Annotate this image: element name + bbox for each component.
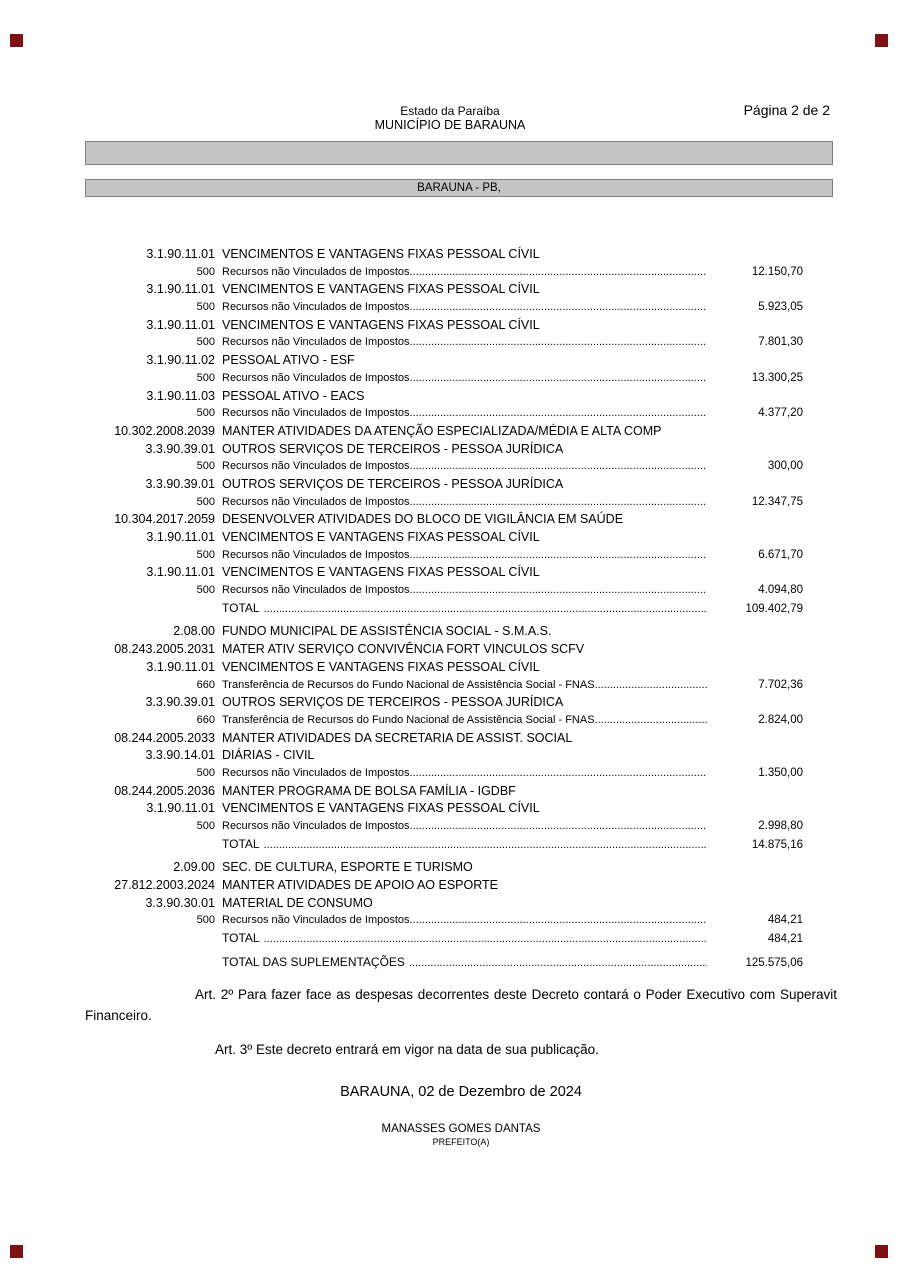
account-code: 3.1.90.11.01 — [146, 530, 215, 544]
line-middle — [222, 730, 707, 748]
line-middle — [222, 818, 707, 836]
account-code: 3.1.90.11.01 — [146, 565, 215, 580]
account-code: 500 — [196, 495, 215, 508]
line-middle — [222, 405, 707, 423]
total-line — [85, 836, 803, 854]
date-line: BARAUNA, 02 de Dezembro de 2024 — [340, 1084, 582, 1100]
line-middle — [222, 388, 707, 406]
header-state-name: Estado da Paraíba — [400, 104, 500, 118]
account-code: 08.244.2005.2033 — [114, 730, 215, 745]
line-description: MANTER PROGRAMA DE BOLSA FAMÍLIA - IGDBF — [222, 783, 516, 798]
account-code: 3.1.90.11.01 — [146, 317, 215, 332]
account-code: 3.1.90.11.02 — [146, 353, 215, 368]
line-description: Recursos não Vinculados de Impostos — [222, 766, 410, 779]
resource-line — [85, 264, 803, 282]
line-middle — [222, 600, 707, 619]
header-location-bar: BARAUNA - PB, — [85, 179, 833, 197]
account-code: 3.1.90.11.01 — [146, 801, 215, 816]
account-code: 500 — [196, 336, 215, 349]
line-description: OUTROS SERVIÇOS DE TERCEIROS - PESSOA JURÍDICA — [222, 441, 564, 456]
resource-line — [85, 299, 803, 317]
header-title-bar — [85, 141, 833, 165]
line-description: Recursos não Vinculados de Impostos — [222, 495, 410, 508]
line-middle — [222, 712, 707, 730]
line-description: MANTER ATIVIDADES DE APOIO AO ESPORTE — [222, 878, 498, 893]
line-description: MATERIAL DE CONSUMO — [222, 895, 373, 910]
corner-mark-bottom-right — [875, 1245, 888, 1258]
budget-line — [85, 659, 803, 677]
budget-line — [85, 511, 803, 529]
budget-line — [85, 423, 803, 441]
account-code: 500 — [196, 460, 215, 473]
line-value: 484,21 — [767, 914, 803, 927]
line-description: Recursos não Vinculados de Impostos — [222, 301, 410, 314]
account-code: 500 — [196, 766, 215, 779]
line-middle — [222, 476, 707, 494]
budget-line — [85, 877, 803, 895]
line-value: 7.702,36 — [758, 678, 803, 691]
line-middle — [222, 954, 707, 973]
line-description: DESENVOLVER ATIVIDADES DO BLOCO DE VIGILÂNCIA EM SAÚDE — [222, 512, 624, 527]
account-code: 27.812.2003.2024 — [114, 878, 215, 893]
line-middle — [222, 299, 707, 317]
resource-line — [85, 765, 803, 783]
line-value: 13.300,25 — [751, 371, 803, 384]
dot-leader — [410, 765, 707, 783]
line-description: Recursos não Vinculados de Impostos — [222, 584, 410, 597]
budget-line — [85, 641, 803, 659]
line-middle — [222, 930, 707, 949]
dot-leader — [595, 677, 707, 695]
line-description: TOTAL — [222, 931, 260, 946]
line-description: VENCIMENTOS E VANTAGENS FIXAS PESSOAL CÍVIL — [222, 801, 540, 816]
line-value: 12.150,70 — [751, 265, 803, 278]
corner-mark-top-left — [10, 34, 23, 47]
line-value: 6.671,70 — [758, 548, 803, 561]
line-middle — [222, 582, 707, 600]
resource-line — [85, 370, 803, 388]
dot-leader — [409, 955, 707, 973]
budget-line — [85, 895, 803, 913]
dot-leader — [410, 912, 707, 930]
line-description: Transferência de Recursos do Fundo Nacional de Assistência Social - FNAS — [222, 713, 595, 726]
account-code: 3.3.90.14.01 — [145, 748, 215, 763]
line-middle — [222, 623, 707, 641]
corner-mark-bottom-left — [10, 1245, 23, 1258]
line-value: 125.575,06 — [745, 956, 803, 969]
line-description: VENCIMENTOS E VANTAGENS FIXAS PESSOAL CÍVIL — [222, 317, 540, 332]
line-description: PESSOAL ATIVO - ESF — [222, 353, 355, 368]
line-description: OUTROS SERVIÇOS DE TERCEIROS - PESSOA JURÍDICA — [222, 695, 564, 710]
account-code: 500 — [196, 407, 215, 420]
resource-line — [85, 334, 803, 352]
account-code: 3.1.90.11.01 — [146, 659, 215, 674]
line-middle — [222, 659, 707, 677]
resource-line — [85, 494, 803, 512]
line-value: 2.824,00 — [758, 713, 803, 726]
line-description: Recursos não Vinculados de Impostos — [222, 407, 410, 420]
resource-line — [85, 712, 803, 730]
line-value: 2.998,80 — [758, 820, 803, 832]
budget-line — [85, 441, 803, 459]
line-middle — [222, 281, 707, 299]
line-middle — [222, 694, 707, 712]
line-description: VENCIMENTOS E VANTAGENS FIXAS PESSOAL CÍVIL — [222, 565, 540, 580]
line-value: 4.377,20 — [758, 407, 803, 420]
resource-line — [85, 582, 803, 600]
line-middle — [222, 895, 707, 913]
resource-line — [85, 912, 803, 930]
account-code: 660 — [196, 678, 215, 691]
resource-line — [85, 547, 803, 565]
budget-line — [85, 800, 803, 818]
account-code: 08.244.2005.2036 — [114, 783, 215, 798]
account-code: 660 — [196, 713, 215, 726]
line-value: 109.402,79 — [745, 602, 803, 615]
line-description: TOTAL DAS SUPLEMENTAÇÕES — [222, 954, 405, 969]
resource-line — [85, 677, 803, 695]
dot-leader — [410, 494, 707, 512]
dot-leader — [410, 582, 707, 600]
line-middle — [222, 511, 707, 529]
resource-line — [85, 405, 803, 423]
budget-line — [85, 859, 803, 877]
account-code: 3.1.90.11.01 — [146, 282, 215, 297]
dot-leader — [595, 712, 707, 730]
account-code: 3.3.90.30.01 — [145, 895, 215, 910]
budget-line — [85, 281, 803, 299]
budget-line — [85, 476, 803, 494]
line-description: SEC. DE CULTURA, ESPORTE E TURISMO — [222, 860, 473, 875]
line-description: Recursos não Vinculados de Impostos — [222, 914, 410, 927]
dot-leader — [410, 818, 707, 836]
account-code: 3.3.90.39.01 — [145, 441, 215, 456]
dot-leader — [410, 405, 707, 423]
account-code: 2.08.00 — [173, 624, 215, 639]
account-code: 500 — [196, 265, 215, 278]
line-description: FUNDO MUNICIPAL DE ASSISTÊNCIA SOCIAL - S.M.A.S. — [222, 624, 552, 639]
line-description: Transferência de Recursos do Fundo Nacional de Assistência Social - FNAS — [222, 678, 595, 691]
signature-name: MANASSES GOMES DANTAS — [381, 1123, 541, 1135]
dot-leader — [264, 931, 707, 949]
account-code: 500 — [196, 301, 215, 314]
line-middle — [222, 747, 707, 765]
line-value: 14.875,16 — [751, 838, 803, 851]
budget-line — [85, 783, 803, 801]
line-middle — [222, 441, 707, 459]
dot-leader — [410, 370, 707, 388]
budget-line — [85, 694, 803, 712]
budget-line — [85, 529, 803, 547]
line-description: Recursos não Vinculados de Impostos — [222, 371, 410, 384]
dot-leader — [264, 837, 707, 855]
resource-line — [85, 818, 803, 836]
line-description: PESSOAL ATIVO - EACS — [222, 388, 365, 403]
line-value: 300,00 — [767, 460, 803, 473]
line-middle — [222, 246, 707, 264]
line-description: TOTAL — [222, 600, 260, 615]
signature-role: PREFEITO(A) — [432, 1137, 490, 1147]
account-code: 10.302.2008.2039 — [114, 423, 215, 438]
line-middle — [222, 423, 707, 441]
line-middle — [222, 800, 707, 818]
line-description: VENCIMENTOS E VANTAGENS FIXAS PESSOAL CÍVIL — [222, 530, 540, 544]
line-middle — [222, 859, 707, 877]
line-middle — [222, 877, 707, 895]
line-middle — [222, 677, 707, 695]
line-description: DIÁRIAS - CIVIL — [222, 748, 315, 763]
budget-line — [85, 246, 803, 264]
budget-line — [85, 730, 803, 748]
line-middle — [222, 334, 707, 352]
line-middle — [222, 352, 707, 370]
line-value: 12.347,75 — [751, 495, 803, 508]
account-code: 3.1.90.11.01 — [146, 247, 215, 261]
line-middle — [222, 783, 707, 801]
account-code: 500 — [196, 548, 215, 561]
line-middle — [222, 547, 707, 565]
line-value: 5.923,05 — [758, 301, 803, 314]
line-middle — [222, 836, 707, 855]
total-line — [85, 600, 803, 618]
line-description: Recursos não Vinculados de Impostos — [222, 336, 410, 349]
line-value: 4.094,80 — [758, 584, 803, 597]
budget-line — [85, 388, 803, 406]
account-code: 3.3.90.39.01 — [145, 695, 215, 710]
page-number-indicator: Página 2 de 2 — [743, 102, 830, 118]
budget-line — [85, 623, 803, 641]
line-description: VENCIMENTOS E VANTAGENS FIXAS PESSOAL CÍVIL — [222, 282, 540, 297]
budget-line — [85, 747, 803, 765]
line-description: OUTROS SERVIÇOS DE TERCEIROS - PESSOA JURÍDICA — [222, 476, 564, 491]
header-municipality-name: MUNICÍPIO DE BARAUNA — [374, 118, 526, 132]
line-description: MANTER ATIVIDADES DA SECRETARIA DE ASSIST. SOCIAL — [222, 730, 573, 745]
line-description: VENCIMENTOS E VANTAGENS FIXAS PESSOAL CÍVIL — [222, 247, 540, 261]
line-middle — [222, 494, 707, 512]
line-description: TOTAL — [222, 836, 260, 851]
line-middle — [222, 912, 707, 930]
corner-mark-top-right — [875, 34, 888, 47]
line-middle — [222, 529, 707, 547]
budget-line — [85, 564, 803, 582]
dot-leader — [264, 601, 707, 619]
line-description: Recursos não Vinculados de Impostos — [222, 820, 410, 832]
line-middle — [222, 264, 707, 282]
line-value: 1.350,00 — [758, 766, 803, 779]
line-description: Recursos não Vinculados de Impostos — [222, 548, 410, 561]
dot-leader — [410, 458, 707, 476]
account-code: 500 — [196, 820, 215, 832]
line-description: VENCIMENTOS E VANTAGENS FIXAS PESSOAL CÍVIL — [222, 659, 540, 674]
line-middle — [222, 458, 707, 476]
line-middle — [222, 317, 707, 335]
budget-line — [85, 352, 803, 370]
line-middle — [222, 370, 707, 388]
dot-leader — [410, 547, 707, 565]
dot-leader — [410, 299, 707, 317]
line-description: MANTER ATIVIDADES DA ATENÇÃO ESPECIALIZADA/MÉDIA E ALTA COMP — [222, 423, 662, 438]
line-description: MATER ATIV SERVIÇO CONVIVÊNCIA FORT VINCULOS SCFV — [222, 642, 585, 657]
dot-leader — [410, 264, 707, 282]
account-code: 500 — [196, 584, 215, 597]
article-3-paragraph: Art. 3º Este decreto entrará em vigor na data de sua publicação. — [215, 1042, 599, 1057]
total-line — [85, 930, 803, 948]
account-code: 2.09.00 — [173, 860, 215, 875]
account-code: 08.243.2005.2031 — [114, 642, 215, 657]
line-middle — [222, 765, 707, 783]
line-value: 484,21 — [767, 933, 803, 946]
budget-line — [85, 317, 803, 335]
line-middle — [222, 564, 707, 582]
resource-line — [85, 458, 803, 476]
dot-leader — [410, 334, 707, 352]
grand-line — [85, 954, 803, 972]
line-middle — [222, 641, 707, 659]
account-code: 500 — [196, 371, 215, 384]
line-description: Recursos não Vinculados de Impostos — [222, 460, 410, 473]
account-code: 3.1.90.11.03 — [146, 388, 215, 403]
line-description: Recursos não Vinculados de Impostos — [222, 265, 410, 278]
account-code: 10.304.2017.2059 — [114, 512, 215, 527]
line-value: 7.801,30 — [758, 336, 803, 349]
account-code: 3.3.90.39.01 — [145, 476, 215, 491]
article-2-paragraph: Art. 2º Para fazer face as despesas decorrentes deste Decreto contará o Poder Executivo com Superavit Financeiro. — [85, 987, 837, 1023]
budget-lines-list — [85, 246, 803, 972]
account-code: 500 — [196, 914, 215, 927]
